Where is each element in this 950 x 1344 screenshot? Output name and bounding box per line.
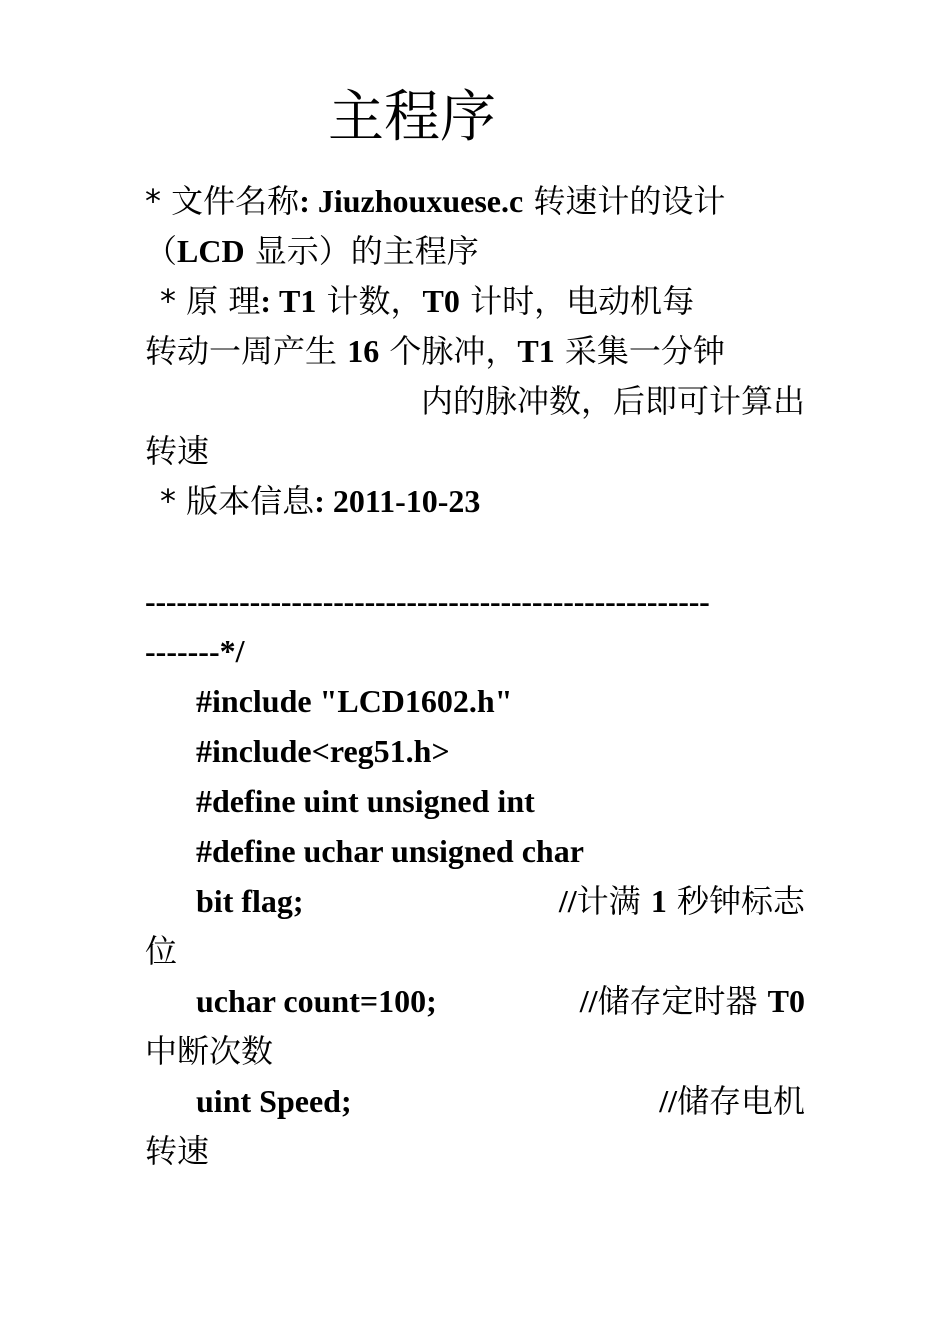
code-speed-comment: //储存电机 [659,1082,805,1120]
divider-line-end: -------*/ [145,633,245,669]
code-flag-comment-wrap: 位 [145,932,178,970]
code-flag-comment: //计满 1 秒钟标志 [558,882,805,920]
header-line-principle: * 原 理: T1 计数，T0 计时，电动机每 [160,282,695,320]
header-line-filename: * 文件名称: Jiuzhouxuese.c 转速计的设计 [145,182,726,220]
header-line-version: * 版本信息: 2011-10-23 [160,482,481,520]
code-count-comment-wrap: 中断次数 [145,1032,274,1070]
code-define-uchar: #define uchar unsigned char [196,833,584,869]
code-count-decl: uchar count=100; [196,983,437,1019]
divider-line: ------------------------------------------------------ [145,583,710,619]
header-line-filename-wrap: （LCD 显示）的主程序 [145,232,479,270]
code-include-reg: #include<reg51.h> [196,733,450,769]
code-count-comment: //储存定时器 T0 [579,982,805,1020]
header-line-principle-wrap: 转动一周产生 16 个脉冲，T1 采集一分钟 [145,332,725,370]
header-line-principle-wrap-2: 内的脉冲数，后即可计算出 [420,382,805,420]
code-define-uint: #define uint unsigned int [196,783,535,819]
code-speed-comment-wrap: 转速 [145,1132,210,1170]
code-flag-decl: bit flag; [196,883,304,919]
code-include-lcd: #include "LCD1602.h" [196,683,513,719]
code-speed-decl: uint Speed; [196,1083,352,1119]
page-title: 主程序 [328,85,496,150]
header-line-principle-wrap-3: 转速 [145,432,210,470]
